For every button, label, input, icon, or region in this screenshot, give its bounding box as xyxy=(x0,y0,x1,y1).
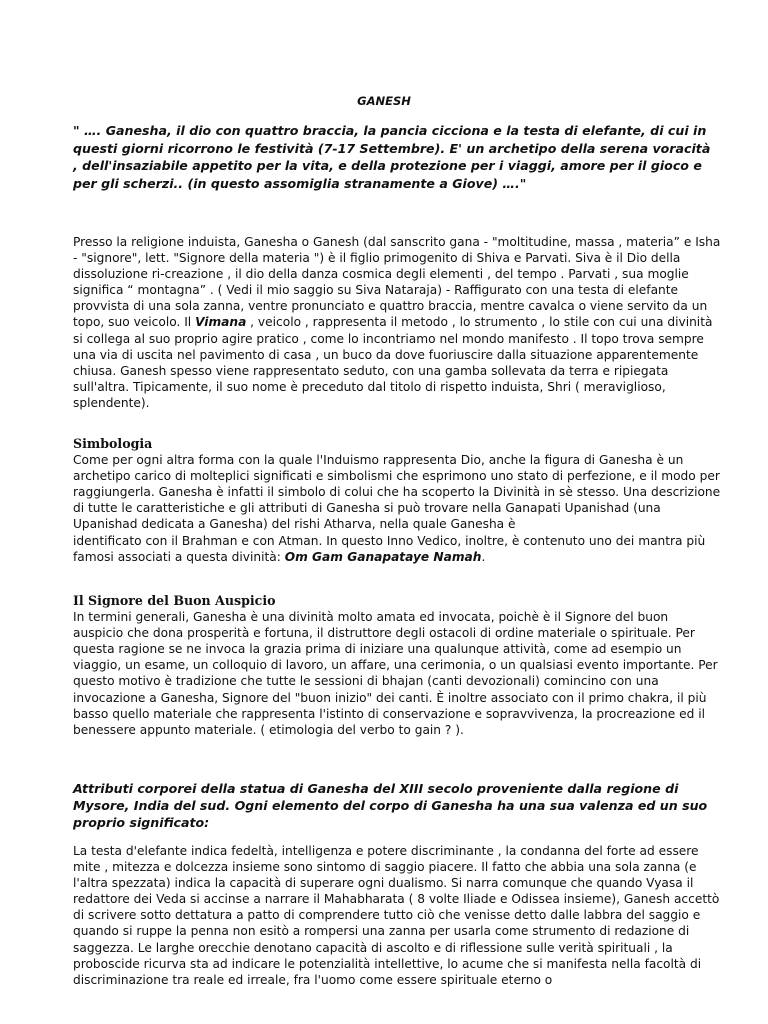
mantra-text: Om Gam Ganapataye Namah xyxy=(284,549,482,564)
intro-text-2: , veicolo , rappresenta il metodo , lo strumento , lo stile con cui una divinità si collega al suo proprio agire pratico , come lo incontriamo nel mondo manifesto . Il topo trova sempre una via di uscita nel pavimento di casa , un buco da dove fuoriuscire dalla situazione apparentemente chiusa. Ganesh spesso viene rappresentato seduto, con una gamba sollevata da terra e ripiegata sull'altra. Tipicamente, il suo nome è preceduto dal titolo di rispetto induista, Shri ( meraviglioso, splendente). xyxy=(73,315,713,410)
signore-text: In termini generali, Ganesha è una divinità molto amata ed invocata, poichè è il Signore del buon auspicio che dona prosperità e fortuna, il distruttore degli ostacoli di ordine materiale o spirituale. Per questa ragione se ne invoca la grazia prima di iniziare una qualunque attività, come ad esempio un viaggio, un esame, un colloquio di lavoro, un affare, una cerimonia, o un qualsiasi evento importante. Per questo motivo è tradizione che tutte le sessioni di bhajan (canti devozionali) comincino con una invocazione a Ganesha, Signore del "buon inizio" dei canti. È inoltre associato con il primo chakra, il più basso quello materiale che rappresenta l'istinto di conservazione e sopravvivenza, la procreazione ed il benessere appunto materiale. ( etimologia del verbo to gain ? ). xyxy=(73,610,718,737)
simbologia-section xyxy=(73,436,721,565)
signore-heading: Il Signore del Buon Auspicio xyxy=(73,593,276,608)
simbologia-text-2: identificato con il Brahman e con Atman. In questo Inno Vedico, inoltre, è contenuto uno dei mantra più famosi associati a questa divinità: xyxy=(73,533,706,564)
vimana-term: Vimana xyxy=(195,315,247,330)
document-title: GANESH xyxy=(357,94,411,108)
attributi-heading: Attributi corporei della statua di Ganesha del XIII secolo proveniente dalla regione di Mysore, India del sud. Ogni elemento del corpo di Ganesha ha una sua valenza ed un suo proprio significato: xyxy=(73,781,708,830)
attributi-text: La testa d'elefante indica fedeltà, intelligenza e potere discriminante , la condanna del forte ad essere mite , mitezza e dolcezza insieme sono sintomo di saggio piacere. Il fatto che abbia una sola zanna (e l'altra spezzata) indica la capacità di superare ogni dualismo. Si narra comunque che quando Vyasa il redattore dei Veda si accinse a narrare il Mahabharata ( 8 volte Iliade e Odissea insieme), Ganesh accettò di scrivere sotto dettatura a patto di comprendere tutto ciò che venisse detto dalle labbra del saggio e quando si ruppe la penna non esitò a rompersi una zanna per usarla come strumento di redazione di saggezza. Le larghe orecchie denotano capacità di ascolto e di riflessione sulle verità spirituali , la proboscide ricurva sta ad indicare le potenzialità intellettive, lo acume che si manifesta nella facoltà di discriminazione tra reale ed irreale, fra l'uomo come essere spirituale eterno o xyxy=(73,844,720,987)
simbologia-text-1: Come per ogni altra forma con la quale l'Induismo rappresenta Dio, anche la figura di Ganesha è un archetipo carico di molteplici significati e simbolismi che esprimono uno stato di perfezione, e il modo per raggiungerla. Ganesha è infatti il simbolo di colui che ha scoperto la Divinità in sè stesso. Una descrizione di tutte le caratteristiche e gli attributi di Ganesha si può trovare nella Ganapati Upanishad (una Upanishad dedicata a Ganesha) del rishi Atharva, nella quale Ganesha è xyxy=(73,453,721,532)
intro-text-1: Presso la religione induista, Ganesha o Ganesh (dal sanscrito gana - "moltitudine, massa , materia” e Isha - "signore", lett. "Signore della materia ") è il figlio primogenito di Shiva e Parvati. Siva è il Dio della dissoluzione ri-creazione , il dio della danza cosmica degli elementi , del tempo . Parvati , sua moglie significa “ montagna” . ( Vedi il mio saggio su Siva Nataraja) - Raffigurato con una testa di elefante provvista di una sola zanna, ventre pronunciato e quattro braccia, mentre cavalca o viene servito da un topo, suo veicolo. Il xyxy=(73,235,721,330)
simbologia-end: . xyxy=(481,549,486,564)
intro-paragraph xyxy=(73,234,721,411)
simbologia-heading: Simbologia xyxy=(73,436,153,451)
attributi-paragraph xyxy=(73,843,721,988)
opening-quote: " …. Ganesha, il dio con quattro braccia, la pancia cicciona e la testa di elefante, di cui in questi giorni ricorrono le festività (7-17 Settembre). E' un archetipo della serena voracità , dell'insaziabile appetito per la vita, e della protezione per i viaggi, amore per il gioco e per gli scherzi.. (in questo assomiglia stranamente a Giove) …." xyxy=(73,123,711,191)
signore-section xyxy=(73,593,721,738)
